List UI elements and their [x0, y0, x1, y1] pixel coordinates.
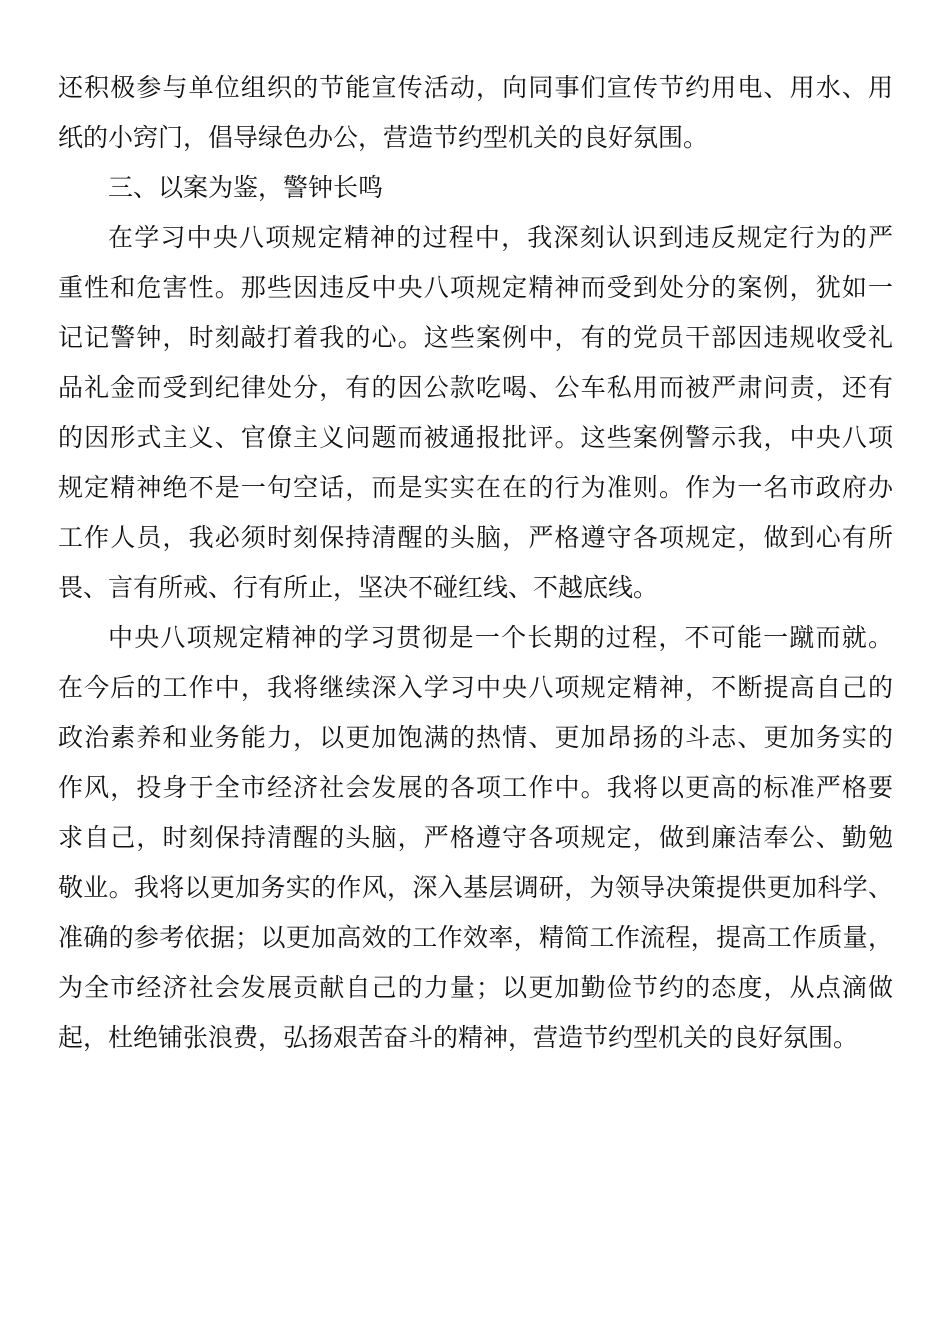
paragraph-3-line: 在今后的工作中，我将继续深入学习中央八项规定精神，不断提高自己的 — [58, 673, 893, 702]
paragraph-3-line: 求自己，时刻保持清醒的头脑，严格遵守各项规定，做到廉洁奉公、勤勉 — [58, 823, 893, 852]
paragraph-2-line: 畏、言有所戒、行有所止，坚决不碰红线、不越底线。 — [58, 573, 659, 602]
paragraph-3-line: 中央八项规定精神的学习贯彻是一个长期的过程，不可能一蹴而就。 — [108, 623, 893, 652]
paragraph-2-line: 的因形式主义、官僚主义问题而被通报批评。这些案例警示我，中央八项 — [58, 423, 893, 452]
paragraph-3-line: 为全市经济社会发展贡献自己的力量；以更加勤俭节约的态度，从点滴做 — [58, 973, 893, 1002]
paragraph-2-line: 规定精神绝不是一句空话，而是实实在在的行为准则。作为一名市政府办 — [58, 473, 893, 502]
paragraph-3-line: 敬业。我将以更加务实的作风，深入基层调研，为领导决策提供更加科学、 — [58, 873, 893, 902]
paragraph-2-line: 品礼金而受到纪律处分，有的因公款吃喝、公车私用而被严肃问责，还有 — [58, 373, 893, 402]
paragraph-2-line: 重性和危害性。那些因违反中央八项规定精神而受到处分的案例，犹如一 — [58, 273, 893, 302]
paragraph-3-line: 起，杜绝铺张浪费，弘扬艰苦奋斗的精神，营造节约型机关的良好氛围。 — [58, 1023, 859, 1052]
paragraph-1-line: 还积极参与单位组织的节能宣传活动，向同事们宣传节约用电、用水、用 — [58, 73, 893, 102]
paragraph-2-line: 工作人员，我必须时刻保持清醒的头脑，严格遵守各项规定，做到心有所 — [58, 523, 893, 552]
paragraph-2-line: 记记警钟，时刻敲打着我的心。这些案例中，有的党员干部因违规收受礼 — [58, 323, 893, 352]
paragraph-3-line: 作风，投身于全市经济社会发展的各项工作中。我将以更高的标准严格要 — [58, 773, 893, 802]
paragraph-3-line: 准确的参考依据；以更加高效的工作效率，精简工作流程，提高工作质量， — [58, 923, 893, 952]
paragraph-2-line: 在学习中央八项规定精神的过程中，我深刻认识到违反规定行为的严 — [108, 223, 893, 252]
paragraph-3-line: 政治素养和业务能力，以更加饱满的热情、更加昂扬的斗志、更加务实的 — [58, 723, 893, 752]
paragraph-1-line: 纸的小窍门，倡导绿色办公，营造节约型机关的良好氛围。 — [58, 123, 709, 152]
section-heading: 三、以案为鉴，警钟长鸣 — [108, 173, 384, 202]
